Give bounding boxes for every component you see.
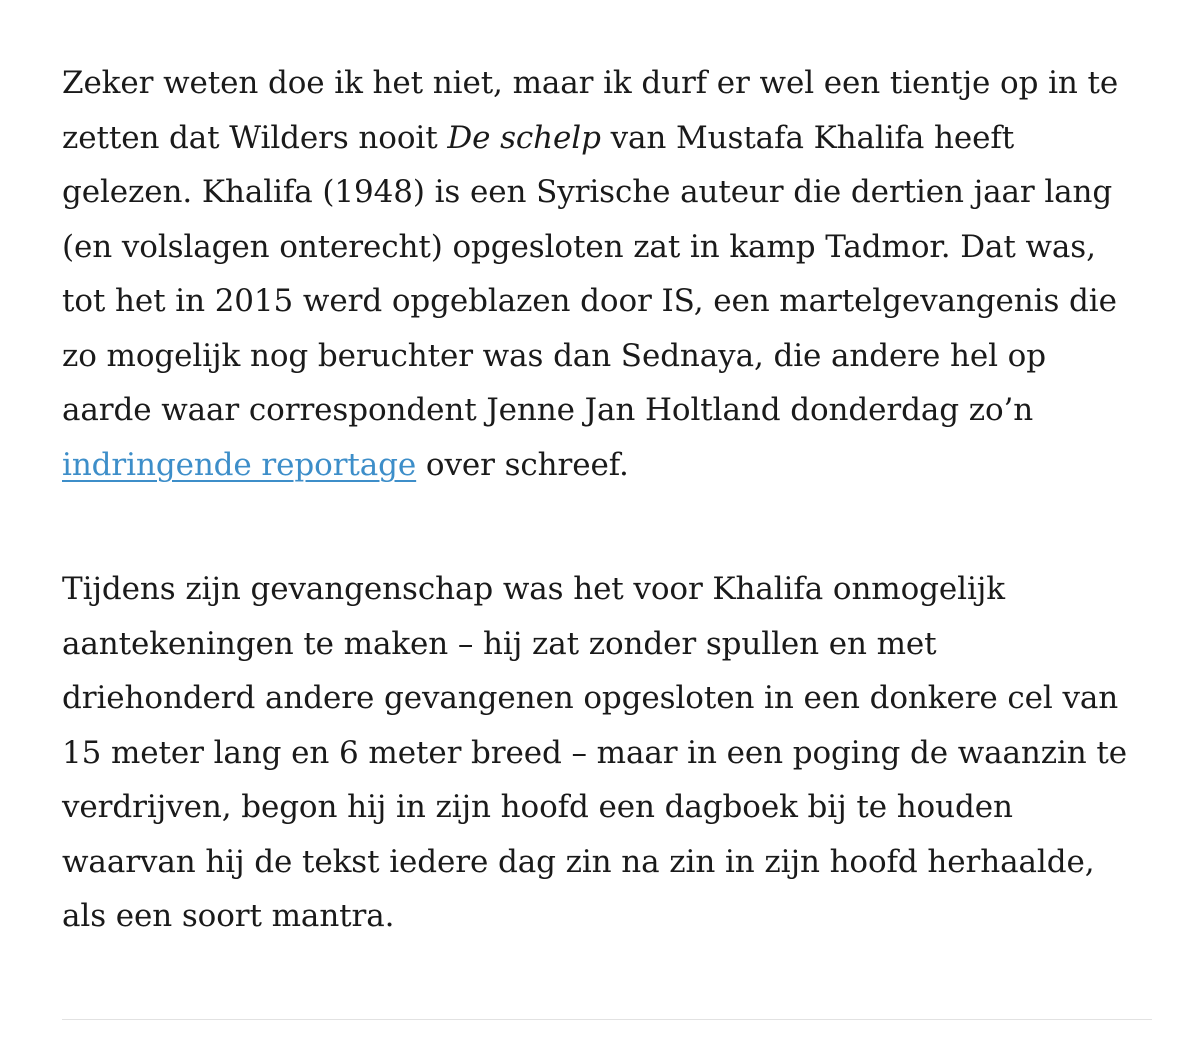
book-title: De schelp — [447, 119, 601, 156]
text-line — [62, 111, 1162, 166]
text-segment: over schreef. — [416, 446, 629, 483]
text-line: zo mogelijk nog beruchter was dan Sednaya, die andere hel op — [62, 337, 1046, 374]
text-line: aarde waar correspondent Jenne Jan Holtland donderdag zo’n — [62, 392, 1034, 428]
article-body — [62, 56, 1162, 944]
paragraph-2 — [62, 562, 1162, 944]
text-segment: van Mustafa Khalifa heeft — [600, 119, 1015, 156]
text-line: gelezen. Khalifa (1948) is een Syrische auteur die dertien jaar lang — [62, 174, 1113, 210]
text-line: aantekeningen te maken – hij zat zonder spullen en met — [62, 625, 937, 662]
text-line: waarvan hij de tekst iedere dag zin na zin in zijn hoofd herhaalde, — [62, 843, 1095, 880]
text-line: als een soort mantra. — [62, 898, 395, 934]
reportage-link[interactable]: indringende reportage — [62, 446, 417, 483]
text-line: Zeker weten doe ik het niet, maar ik durf er wel een tientje op in te — [62, 65, 1119, 101]
text-line — [62, 438, 1162, 493]
paragraph-1 — [62, 56, 1162, 492]
text-line: 15 meter lang en 6 meter breed – maar in een poging de waanzin te — [62, 734, 1128, 771]
text-line: driehonderd andere gevangenen opgesloten in een donkere cel van — [62, 680, 1119, 716]
text-line: verdrijven, begon hij in zijn hoofd een dagboek bij te houden — [62, 789, 1013, 825]
section-divider — [62, 1019, 1152, 1020]
text-line: tot het in 2015 werd opgeblazen door IS, een martelgevangenis die — [62, 283, 1117, 319]
text-line: (en volslagen onterecht) opgesloten zat in kamp Tadmor. Dat was, — [62, 228, 1096, 265]
text-line: Tijdens zijn gevangenschap was het voor Khalifa onmogelijk — [62, 571, 1005, 607]
text-segment: zetten dat Wilders nooit — [62, 119, 448, 156]
